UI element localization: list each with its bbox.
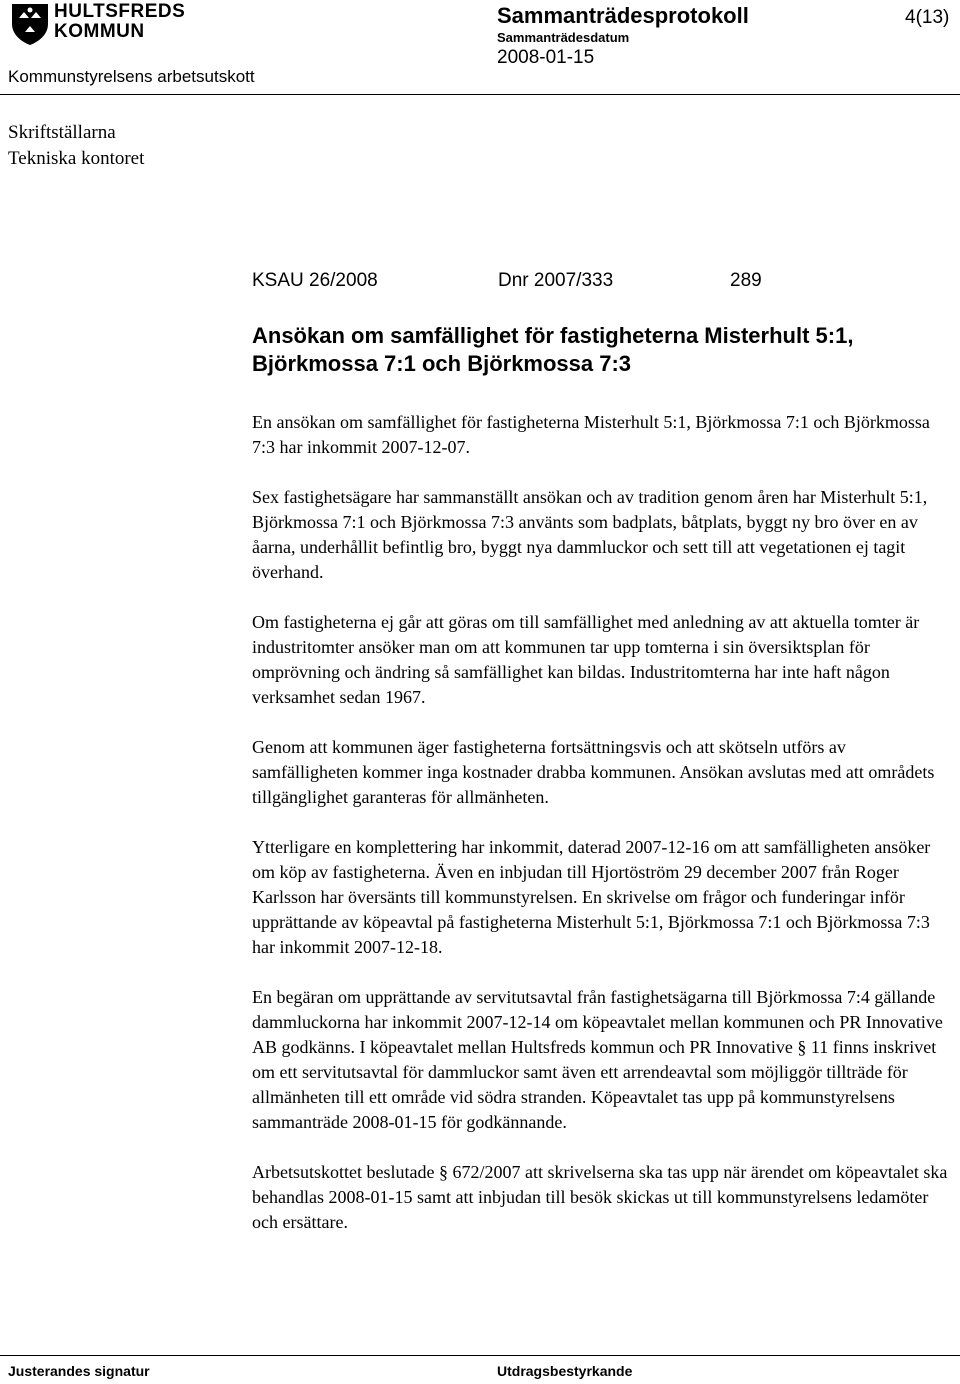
- meeting-date-label: Sammanträdesdatum: [497, 30, 630, 45]
- diary-number: Dnr 2007/333: [498, 270, 614, 291]
- recipient-list: [8, 120, 144, 172]
- document-title: Sammanträdesprotokoll: [497, 3, 749, 28]
- page-number: 4(13): [905, 7, 950, 28]
- recipient: Skriftställarna: [8, 122, 116, 143]
- logo-line-1: HULTSFREDS: [54, 1, 186, 22]
- committee-name: Kommunstyrelsens arbetsutskott: [8, 67, 255, 86]
- paragraph-number: 289: [730, 270, 762, 291]
- item-body: [252, 410, 952, 1260]
- meeting-date: 2008-01-15: [497, 47, 595, 68]
- header-divider: [0, 94, 960, 95]
- body-paragraph: Arbetsutskottet beslutade § 672/2007 att skrivelserna ska tas upp när ärendet om köpeavtalet ska behandlas 2008-01-15 samt att inbjudan till besök skickas ut till kommunstyrelsens ledamöter och ersättare.: [252, 1162, 948, 1232]
- logo-text: [54, 2, 185, 42]
- ksau-number: KSAU 26/2008: [252, 270, 378, 291]
- municipality-logo: [10, 1, 186, 46]
- body-paragraph: Ytterligare en komplettering har inkommit, daterad 2007-12-16 om att samfälligheten ansöker om köp av fastigheterna. Även en inbjudan till Hjortöström 29 december 2007 från Roger Karlsson har översänts till kommunstyrelsen. En skrivelse om frågor och funderingar inför upprättande av köpeavtal på fastigheterna Misterhult 5:1, Björkmossa 7:1 och Björkmossa 7:3 har inkommit 2007-12-18.: [252, 837, 931, 957]
- signature-label: Justerandes signatur: [8, 1363, 150, 1379]
- case-reference: [252, 267, 762, 295]
- body-paragraph: Genom att kommunen äger fastigheterna fortsättningsvis och att skötseln utförs av samfälligheten kommer inga kostnader drabba kommunen. Ansökan avslutas med att områdets tillgänglighet garanteras för allmänheten.: [252, 737, 935, 807]
- item-heading: Ansökan om samfällighet för fastigheterna Misterhult 5:1, Björkmossa 7:1 och Björkmossa 7:3: [252, 323, 854, 376]
- recipient: Tekniska kontoret: [8, 148, 145, 169]
- body-paragraph: Om fastigheterna ej går att göras om till samfällighet med anledning av att aktuella tomter är industritomter ansöker man om att kommunen tar upp tomterna i sin översiktsplan för omprövning och ändring så samfällighet kan bildas. Industritomterna har inte haft någon verksamhet sedan 1967.: [252, 612, 920, 707]
- body-paragraph: En begäran om upprättande av servitutsavtal från fastighetsägarna till Björkmossa 7:4 gällande dammluckorna har inkommit 2007-12-14 om köpeavtalet mellan kommunen och PR Innovative AB godkänns. I köpeavtalet mellan Hultsfreds kommun och PR Innovative § 11 finns inskrivet om ett servitutsavtal för dammluckor samt även ett arrendeavtal som möjliggör tillträde för allmänheten till ett område vid södra stranden. Köpeavtalet tas upp på kommunstyrelsens sammanträde 2008-01-15 för godkännande.: [252, 987, 943, 1132]
- coat-of-arms-icon: [10, 2, 50, 46]
- footer-divider: [0, 1355, 960, 1356]
- body-paragraph: En ansökan om samfällighet för fastigheterna Misterhult 5:1, Björkmossa 7:1 och Björkmossa 7:3 har inkommit 2007-12-07.: [252, 412, 930, 457]
- extract-certification-label: Utdragsbestyrkande: [497, 1363, 633, 1379]
- body-paragraph: Sex fastighetsägare har sammanställt ansökan och av tradition genom åren har Misterhult 5:1, Björkmossa 7:1 och Björkmossa 7:3 använts som badplats, båtplats, byggt ny bro över en av åarna, underhållit befintlig bro, byggt nya dammluckor och sett till att vegetationen ej tagit överhand.: [252, 487, 928, 582]
- logo-line-2: KOMMUN: [54, 21, 145, 42]
